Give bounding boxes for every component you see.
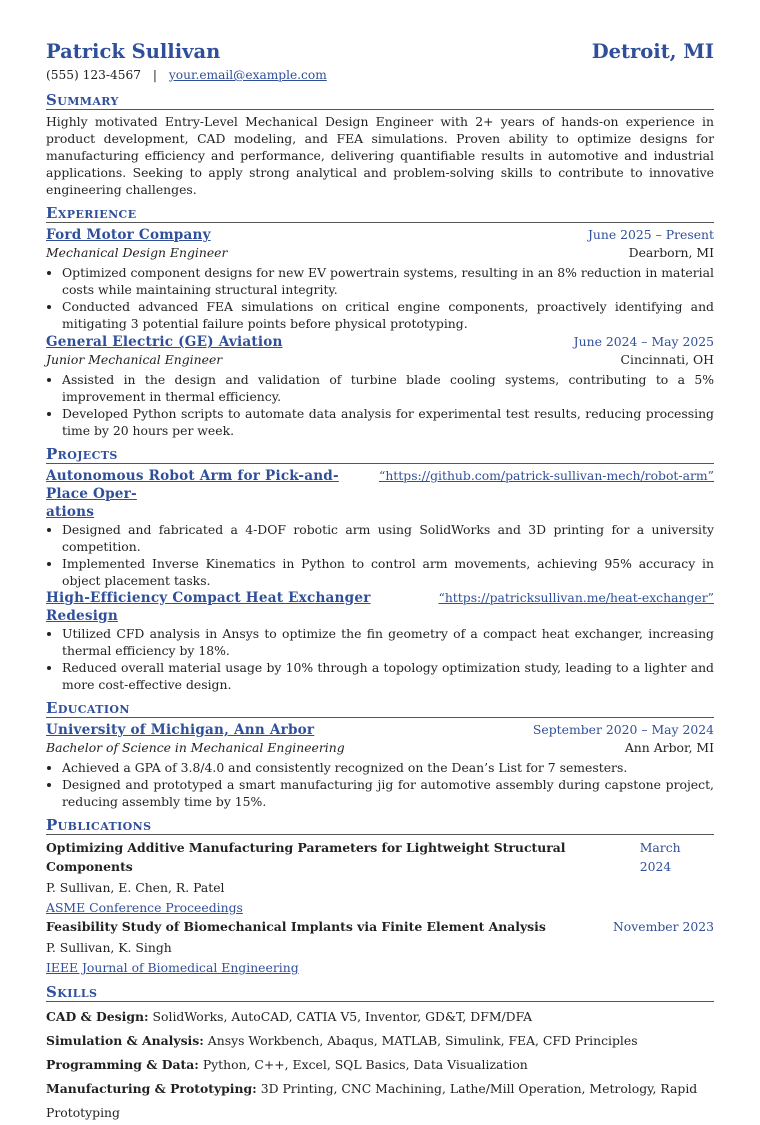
- job-dates: June 2025 – Present: [587, 227, 714, 242]
- publication-entry: [46, 917, 714, 977]
- project-bullet: • Reduced overall material usage by 10% through a topology optimization study, leading to a lighter and more cost-effective design.: [62, 659, 714, 693]
- candidate-location: Detroit, MI: [591, 40, 714, 63]
- contact-line: [46, 67, 714, 85]
- section-title-publications: Publications: [46, 816, 714, 835]
- contact-separator: |: [152, 68, 158, 82]
- skill-label: Manufacturing & Prototyping:: [46, 1081, 257, 1096]
- publication-entry: [46, 838, 714, 917]
- degree: Bachelor of Science in Mechanical Engineering: [46, 740, 345, 755]
- job-bullets: [46, 371, 714, 439]
- education-location: Ann Arbor, MI: [624, 740, 714, 755]
- project-title[interactable]: High-Efficiency Compact Heat Exchanger Redesign: [46, 590, 371, 624]
- project-bullet: • Utilized CFD analysis in Ansys to optimize the fin geometry of a compact heat exchanger, increasing thermal efficiency by 18%.: [62, 625, 714, 659]
- email-link[interactable]: your.email@example.com: [168, 68, 327, 82]
- skill-value: SolidWorks, AutoCAD, CATIA V5, Inventor, GD&T, DFM/DFA: [152, 1009, 533, 1024]
- job-location: Cincinnati, OH: [620, 352, 714, 367]
- section-title-skills: Skills: [46, 983, 714, 1002]
- project-bullet: • Implemented Inverse Kinematics in Python to control arm movements, achieving 95% accuracy in object placement tasks.: [62, 555, 714, 589]
- skill-label: CAD & Design:: [46, 1009, 149, 1024]
- education-bullet: • Designed and prototyped a smart manufacturing jig for automotive assembly during capstone project, reducing assembly time by 15%.: [62, 776, 714, 810]
- project-entry: [46, 467, 714, 589]
- skill-row: [46, 1029, 714, 1053]
- job-bullets: [46, 264, 714, 332]
- section-title-summary: Summary: [46, 91, 714, 110]
- skill-label: Simulation & Analysis:: [46, 1033, 204, 1048]
- phone-number: (555) 123-4567: [46, 68, 142, 82]
- publication-venue-link[interactable]: ASME Conference Proceedings: [46, 900, 243, 915]
- education-bullets: [46, 759, 714, 810]
- job-entry: [46, 333, 714, 439]
- education-dates: September 2020 – May 2024: [532, 722, 714, 737]
- education-bullet: • Achieved a GPA of 3.8/4.0 and consistently recognized on the Dean’s List for 7 semesters.: [62, 759, 714, 776]
- skill-row: [46, 1053, 714, 1077]
- publication-authors: P. Sullivan, E. Chen, R. Patel: [46, 880, 225, 895]
- project-entry: [46, 589, 714, 693]
- job-location: Dearborn, MI: [628, 245, 714, 260]
- section-title-projects: Projects: [46, 445, 714, 464]
- header: [46, 38, 714, 66]
- publication-venue-link[interactable]: IEEE Journal of Biomedical Engineering: [46, 960, 299, 975]
- project-link[interactable]: “https://github.com/patrick-sullivan-mech/robot-arm”: [378, 468, 714, 483]
- publication-date: November 2023: [612, 919, 714, 934]
- job-entry: [46, 226, 714, 332]
- project-bullets: [46, 625, 714, 693]
- job-role: Mechanical Design Engineer: [46, 245, 228, 260]
- project-title[interactable]: Autonomous Robot Arm for Pick-and-Place Oper-: [46, 468, 339, 502]
- publication-date: March 2024: [639, 840, 681, 874]
- skill-value: Python, C++, Excel, SQL Basics, Data Visualization: [202, 1057, 528, 1072]
- job-bullet: • Conducted advanced FEA simulations on critical engine components, proactively identifying and mitigating 3 potential failure points before physical prototyping.: [62, 298, 714, 332]
- summary-text: Highly motivated Entry-Level Mechanical Design Engineer with 2+ years of hands-on experience in product development, CAD modeling, and FEA simulations. Proven ability to optimize designs for manufacturing efficiency and performance, delivering quantifiable results in automotive and industrial applications. Seeking to apply strong analytical and problem-solving skills to contribute to innovative engineering challenges.: [46, 114, 714, 197]
- job-bullet: • Optimized component designs for new EV powertrain systems, resulting in an 8% reduction in material costs while maintaining structural integrity.: [62, 264, 714, 298]
- skill-value: Ansys Workbench, Abaqus, MATLAB, Simulink, FEA, CFD Principles: [207, 1033, 638, 1048]
- skill-value: 3D Printing, CNC Machining, Lathe/Mill Operation, Metrology, Rapid Prototyping: [46, 1081, 698, 1120]
- education-entry: [46, 721, 714, 810]
- publication-authors: P. Sullivan, K. Singh: [46, 940, 172, 955]
- section-title-education: Education: [46, 699, 714, 718]
- candidate-name: Patrick Sullivan: [46, 40, 221, 63]
- publication-title: Feasibility Study of Biomechanical Implants via Finite Element Analysis: [46, 919, 546, 934]
- skill-row: [46, 1005, 714, 1029]
- job-dates: June 2024 – May 2025: [573, 334, 714, 349]
- company-name[interactable]: General Electric (GE) Aviation: [46, 334, 283, 350]
- project-bullets: [46, 521, 714, 589]
- project-link[interactable]: “https://patricksullivan.me/heat-exchanger”: [438, 590, 714, 605]
- school-name[interactable]: University of Michigan, Ann Arbor: [46, 722, 315, 738]
- job-bullet: • Assisted in the design and validation of turbine blade cooling systems, contributing to a 5% improvement in thermal efficiency.: [62, 371, 714, 405]
- project-bullet: • Designed and fabricated a 4-DOF robotic arm using SolidWorks and 3D printing for a university competition.: [62, 521, 714, 555]
- skill-row: [46, 1077, 714, 1125]
- publication-title: Optimizing Additive Manufacturing Parameters for Lightweight Structural Components: [46, 840, 566, 874]
- skill-label: Programming & Data:: [46, 1057, 199, 1072]
- job-role: Junior Mechanical Engineer: [46, 352, 223, 367]
- project-title-continued[interactable]: ations: [46, 504, 95, 520]
- section-title-experience: Experience: [46, 204, 714, 223]
- company-name[interactable]: Ford Motor Company: [46, 227, 211, 243]
- job-bullet: • Developed Python scripts to automate data analysis for experimental test results, reducing processing time by 20 hours per week.: [62, 405, 714, 439]
